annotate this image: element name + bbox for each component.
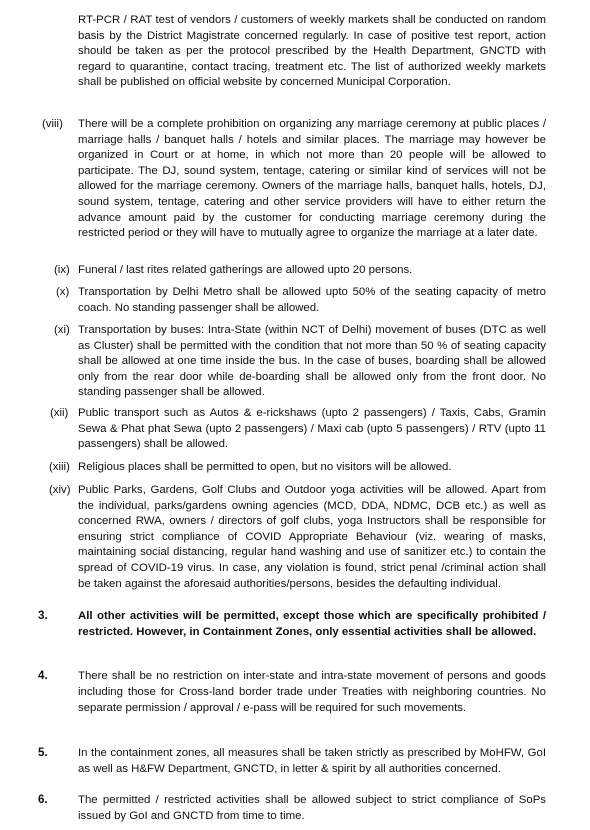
section-text: In the containment zones, all measures shall be taken strictly as prescribed by MoHFW, GoI as well as H&FW Department, GNCTD, in letter & spirit by all authorities concerned.	[78, 747, 546, 775]
item-text: Religious places shall be permitted to open, but no visitors will be allowed.	[78, 461, 452, 473]
section-text: There shall be no restriction on inter-state and intra-state movement of persons and goods including those for Cross-land border trade under Treaties with neighboring countries. No separate permission / approval / e-pass will be required for such movements.	[78, 670, 546, 714]
section-text: All other activities will be permitted, except those which are specifically prohibited / restricted. However, in Containment Zones, only essential activities shall be allowed.	[78, 610, 546, 638]
section-text: The permitted / restricted activities shall be allowed subject to strict compliance of SoPs issued by GoI and GNCTD from time to time.	[78, 794, 546, 822]
item-number: (viii)	[42, 118, 63, 130]
item-text: Transportation by buses: Intra-State (within NCT of Delhi) movement of buses (DTC as well as Cluster) shall be permitted with the condition that not more than 50 % of seating capacity shall be allowed at one time inside the bus. In the case of buses, boarding shall be allowed only from the rear door while de-boarding shall be allowed only from the front door. No standing passenger shall be allowed.	[78, 324, 546, 399]
section-number: 3.	[38, 609, 48, 622]
section-number: 6.	[38, 793, 48, 806]
section-number: 4.	[38, 669, 48, 682]
item-number: (xi)	[54, 324, 70, 336]
item-number: (x)	[56, 286, 70, 298]
item-number: (ix)	[54, 264, 70, 276]
item-number: (xiii)	[49, 461, 70, 473]
item-number: (xii)	[50, 407, 69, 419]
item-text: Transportation by Delhi Metro shall be allowed upto 50% of the seating capacity of metro coach. No standing passenger shall be allowed.	[78, 286, 546, 314]
item-text: Public transport such as Autos & e-rickshaws (upto 2 passengers) / Taxis, Cabs, Gramin Sewa & Phat phat Sewa (upto 2 passengers) / Maxi cab (upto 5 passengers) / RTV (upto 11 passengers) shall be allowed.	[78, 407, 546, 451]
item-text: There will be a complete prohibition on organizing any marriage ceremony at public places / marriage halls / banquet halls / hotels and similar places. The marriage may however be organized in Court or at home, in which not more than 20 people will be allowed to participate. The DJ, sound system, tentage, catering or similar kind of services will not be allowed for the marriage ceremony. Owners of the marriage halls, banquet halls, hotels, DJ, sound system, tentage, catering and other service providers will have to either return the advance amount paid by the customer for conducting marriage ceremony during the restricted period or they will have to mutually agree to organize the marriage at a later date.	[78, 118, 546, 240]
intro-paragraph: RT-PCR / RAT test of vendors / customers of weekly markets shall be conducted on random basis by the District Magistrate concerned regularly. In case of positive test report, action should be taken as per the protocol prescribed by the Health Department, GNCTD with regard to quarantine, contact tracing, treatment etc. The list of authorized weekly markets shall be published on official website by concerned Municipal Corporation.	[78, 14, 546, 89]
item-text: Funeral / last rites related gatherings are allowed upto 20 persons.	[78, 264, 413, 276]
item-text: Public Parks, Gardens, Golf Clubs and Outdoor yoga activities will be allowed. Apart from the individual, parks/gardens owning agencies (MCD, DDA, NDMC, DCB etc.) as well as concerned RWA, owners / directors of golf clubs, yoga Instructors shall be responsible for ensuring strict compliance of COVID Appropriate Behaviour (viz. wearing of masks, maintaining social distancing, regular hand washing and use of sanitizer etc.) to contain the spread of COVID-19 virus. In case, any violation is found, strict penal /criminal action shall be taken against the aforesaid authorities/persons, besides the defaulting individual.	[78, 484, 546, 590]
item-number: (xiv)	[49, 484, 71, 496]
section-number: 5.	[38, 746, 48, 759]
